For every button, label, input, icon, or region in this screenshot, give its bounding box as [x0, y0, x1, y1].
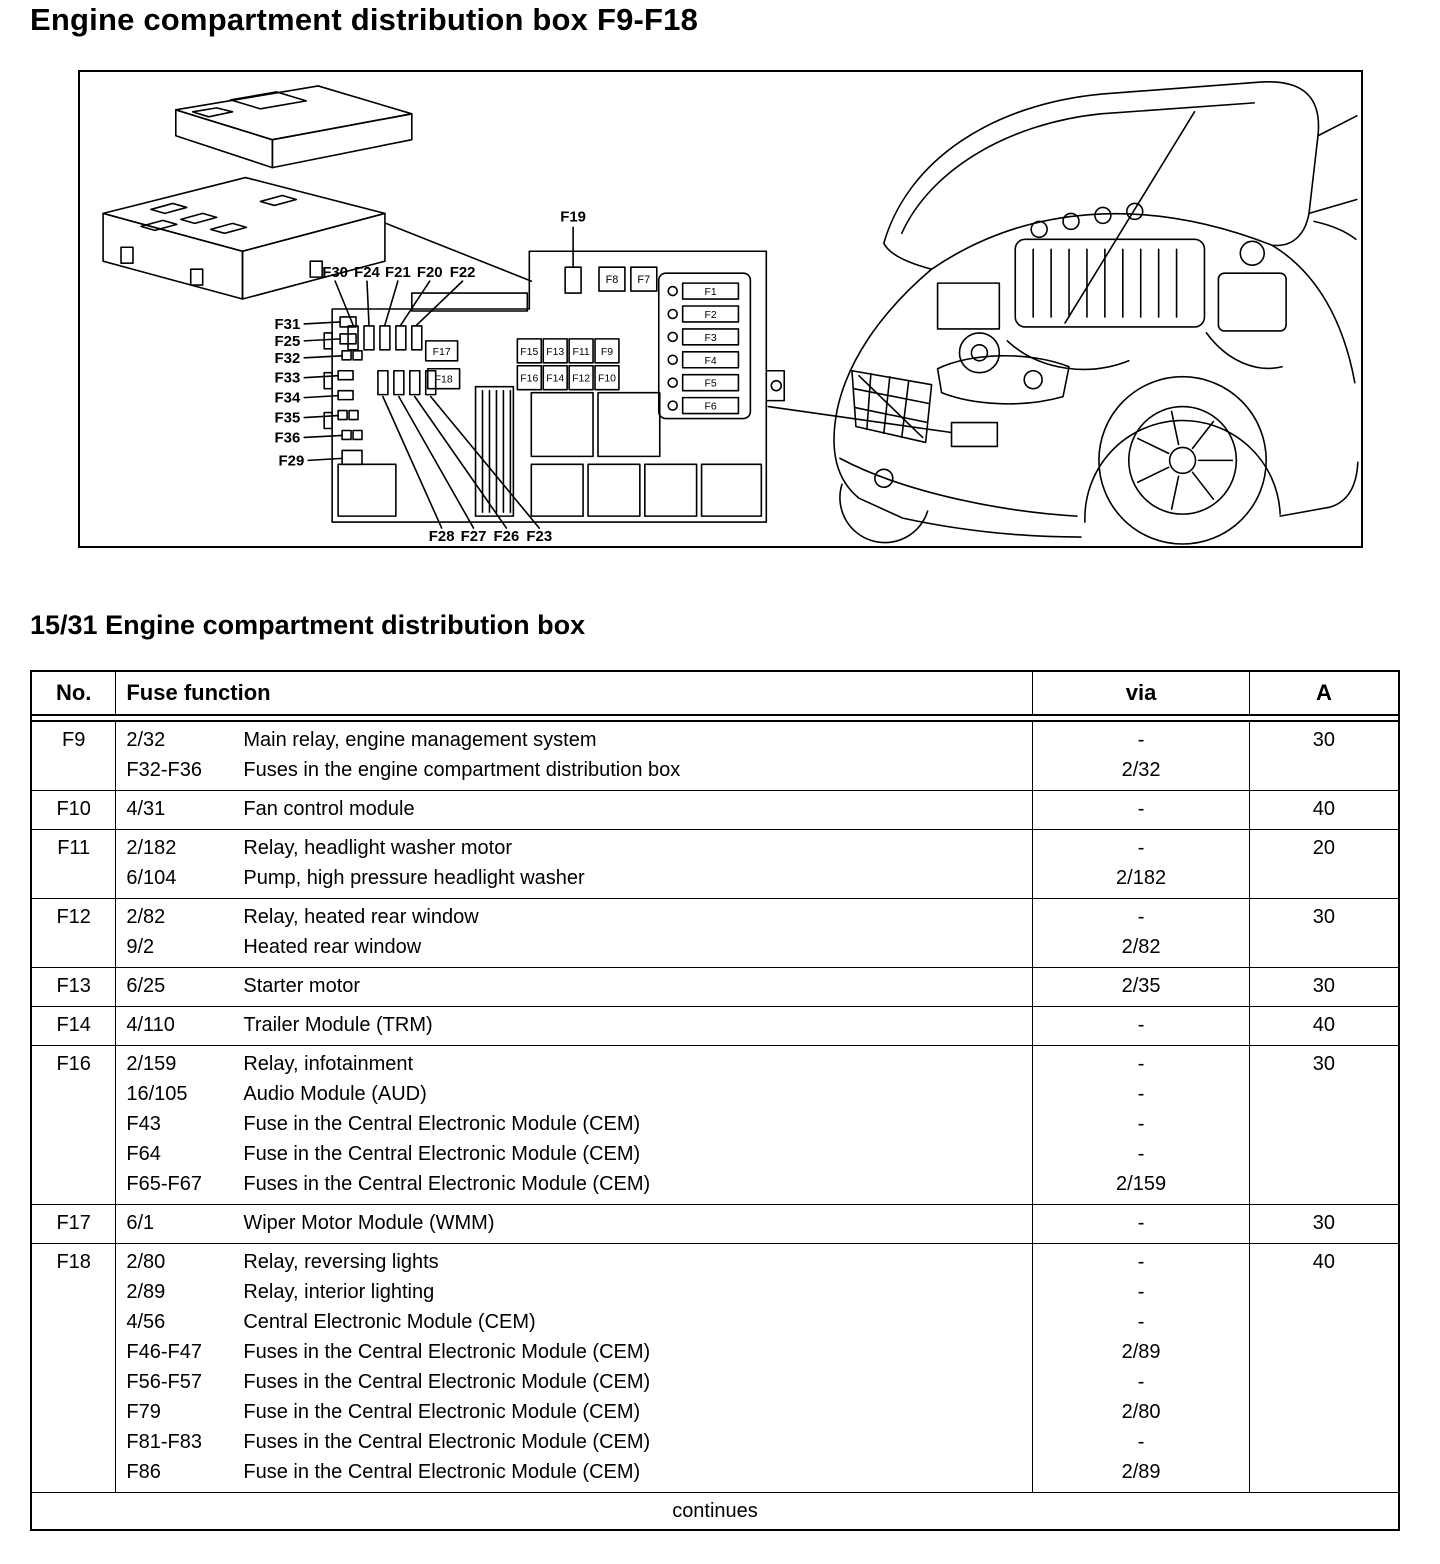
fuse-function-line	[126, 1397, 1032, 1427]
component-code: 6/104	[126, 867, 177, 889]
callout-f24: F24	[354, 264, 380, 282]
component-description: Starter motor	[243, 975, 361, 997]
component-code: 2/80	[126, 1251, 166, 1273]
fuse-function-line	[126, 1139, 1032, 1169]
component-code: 9/2	[126, 936, 155, 958]
component-description: Fuse in the Central Electronic Module (CEM)	[243, 1401, 641, 1423]
via-value: -	[1137, 1281, 1145, 1303]
fuse-function-cell	[116, 899, 1033, 968]
fuse-function-cell	[116, 1205, 1033, 1244]
component-description: Fuses in the Central Electronic Module (CEM)	[243, 1371, 651, 1393]
header-function: Fuse function	[116, 671, 1033, 715]
callout-f20: F20	[416, 264, 443, 282]
fuse-table	[30, 670, 1400, 1531]
fuse-function-line	[126, 971, 1032, 1001]
component-description: Relay, reversing lights	[243, 1251, 439, 1273]
component-description: Central Electronic Module (CEM)	[243, 1311, 536, 1333]
via-cell	[1033, 899, 1250, 968]
component-code: 2/82	[126, 906, 166, 928]
via-value: -	[1137, 798, 1145, 820]
component-code: 4/110	[126, 1014, 175, 1036]
callout-f34: F34	[274, 389, 301, 407]
fuse-row	[31, 1205, 1399, 1244]
component-description: Fuse in the Central Electronic Module (CEM)	[243, 1461, 641, 1483]
fuse-function-line	[126, 863, 1032, 893]
fuse-label-f4: F4	[704, 355, 717, 367]
fuse-function-line	[126, 932, 1032, 962]
component-code: 16/105	[126, 1083, 188, 1105]
callout-f33: F33	[274, 369, 301, 387]
via-cell	[1033, 1007, 1250, 1046]
via-value: -	[1137, 1014, 1145, 1036]
component-code: F64	[126, 1143, 161, 1165]
component-description: Relay, heated rear window	[243, 906, 479, 928]
via-value: -	[1137, 1212, 1145, 1234]
fuse-label-f18: F18	[434, 374, 453, 386]
fuse-label-f6: F6	[704, 401, 717, 413]
component-description: Trailer Module (TRM)	[243, 1014, 433, 1036]
component-code: 4/31	[126, 798, 166, 820]
fuse-row	[31, 1046, 1399, 1205]
via-cell	[1033, 830, 1250, 899]
fuse-function-line	[126, 1169, 1032, 1199]
fuse-label-f15: F15	[520, 346, 539, 358]
component-description: Fan control module	[243, 798, 415, 820]
via-value: -	[1137, 1113, 1145, 1135]
component-code: 2/159	[126, 1053, 177, 1075]
via-value: -	[1137, 1083, 1145, 1105]
fuse-number-cell: F16	[31, 1046, 116, 1205]
continues-label: continues	[31, 1493, 1399, 1531]
fuse-function-line	[126, 755, 1032, 785]
hatched-connector	[476, 387, 514, 516]
fusebox-diagram-svg	[80, 72, 1361, 546]
callout-f26: F26	[493, 528, 520, 546]
component-description: Relay, headlight washer motor	[243, 837, 513, 859]
component-code: 2/32	[126, 729, 166, 751]
page-title: Engine compartment distribution box F9-F18	[30, 2, 699, 37]
callout-f30: F30	[322, 264, 348, 282]
fuse-function-line	[126, 1427, 1032, 1457]
fuse-label-f17: F17	[432, 346, 451, 358]
component-code: 4/56	[126, 1311, 166, 1333]
fuse-function-line	[126, 1010, 1032, 1040]
component-description: Fuse in the Central Electronic Module (CEM)	[243, 1113, 641, 1135]
component-description: Pump, high pressure headlight washer	[243, 867, 585, 889]
fuse-label-f8: F8	[605, 274, 619, 287]
component-code: 2/182	[126, 837, 177, 859]
fuse-number-cell: F12	[31, 899, 116, 968]
amp-cell: 30	[1249, 1205, 1399, 1244]
callout-f31: F31	[274, 315, 301, 333]
component-description: Heated rear window	[243, 936, 422, 958]
via-cell	[1033, 1205, 1250, 1244]
via-value: -	[1137, 906, 1145, 928]
fuse-label-f13: F13	[546, 346, 565, 358]
fuse-row	[31, 968, 1399, 1007]
fuse-label-f1: F1	[704, 287, 717, 299]
via-cell	[1033, 1244, 1250, 1493]
amp-cell: 30	[1249, 1046, 1399, 1205]
fuse-function-cell	[116, 721, 1033, 791]
component-description: Relay, infotainment	[243, 1053, 414, 1075]
callout-f23: F23	[526, 528, 553, 546]
via-value: -	[1137, 1143, 1145, 1165]
fuse-row	[31, 1244, 1399, 1493]
via-value: 2/89	[1121, 1461, 1161, 1483]
fuse-label-f16: F16	[520, 373, 539, 385]
fuse-function-line	[126, 1079, 1032, 1109]
fuse-row	[31, 899, 1399, 968]
table-header-row	[31, 671, 1399, 715]
fuse-function-line	[126, 1049, 1032, 1079]
fuse-function-line	[126, 1208, 1032, 1238]
via-cell	[1033, 791, 1250, 830]
fuse-function-line	[126, 1307, 1032, 1337]
component-code: F46-F47	[126, 1341, 202, 1363]
via-value: -	[1137, 1251, 1145, 1273]
fuse-function-cell	[116, 1007, 1033, 1046]
component-description: Fuses in the engine compartment distribution box	[243, 759, 681, 781]
component-code: F86	[126, 1461, 161, 1483]
via-value: 2/82	[1121, 936, 1161, 958]
via-cell	[1033, 1046, 1250, 1205]
fuse-function-cell	[116, 791, 1033, 830]
fuse-label-f7: F7	[637, 274, 651, 287]
fuse-label-f5: F5	[704, 378, 717, 390]
fuse-label-f14: F14	[546, 373, 565, 385]
via-value: 2/35	[1121, 975, 1161, 997]
amp-cell: 20	[1249, 830, 1399, 899]
fuse-label-f10: F10	[597, 373, 616, 385]
fuse-function-cell	[116, 968, 1033, 1007]
component-description: Audio Module (AUD)	[243, 1083, 427, 1105]
fuse-number-cell: F13	[31, 968, 116, 1007]
fuse-number-cell: F11	[31, 830, 116, 899]
via-value: -	[1137, 1053, 1145, 1075]
amp-cell: 40	[1249, 1244, 1399, 1493]
via-value: 2/80	[1121, 1401, 1161, 1423]
section-title: 15/31 Engine compartment distribution box	[30, 610, 586, 640]
component-description: Fuses in the Central Electronic Module (CEM)	[243, 1431, 651, 1453]
fuse-number-cell: F18	[31, 1244, 116, 1493]
fuse-function-cell	[116, 1046, 1033, 1205]
fuse-number-cell: F10	[31, 791, 116, 830]
callout-f28: F28	[428, 528, 455, 546]
via-value: 2/32	[1121, 759, 1161, 781]
header-amp: A	[1249, 671, 1399, 715]
fuse-function-line	[126, 833, 1032, 863]
amp-cell: 30	[1249, 899, 1399, 968]
component-description: Wiper Motor Module (WMM)	[243, 1212, 495, 1234]
fuse-row	[31, 1007, 1399, 1046]
callout-f21: F21	[385, 264, 411, 282]
component-description: Main relay, engine management system	[243, 729, 597, 751]
fuse-label-f11: F11	[572, 346, 590, 358]
component-code: F81-F83	[126, 1431, 202, 1453]
via-value: -	[1137, 1431, 1145, 1453]
fuse-table-body	[31, 721, 1399, 1493]
amp-cell: 40	[1249, 1007, 1399, 1046]
callout-f36: F36	[274, 429, 301, 447]
via-value: -	[1137, 837, 1145, 859]
component-code: 6/1	[126, 1212, 155, 1234]
callout-f22: F22	[449, 264, 476, 282]
fuse-function-line	[126, 725, 1032, 755]
fuse-row	[31, 830, 1399, 899]
fuse-function-cell	[116, 830, 1033, 899]
via-value: -	[1137, 1371, 1145, 1393]
fusebox-diagram	[78, 70, 1363, 548]
callout-f25: F25	[274, 332, 301, 350]
fuse-function-line	[126, 1109, 1032, 1139]
fuse-label-f12: F12	[572, 373, 591, 385]
via-cell	[1033, 721, 1250, 791]
blade-fuse-row-1	[348, 326, 422, 350]
fuse-function-line	[126, 1367, 1032, 1397]
amp-cell: 30	[1249, 721, 1399, 791]
fuse-row	[31, 721, 1399, 791]
via-value: 2/89	[1121, 1341, 1161, 1363]
component-code: 2/89	[126, 1281, 166, 1303]
fuse-number-cell: F14	[31, 1007, 116, 1046]
component-description: Fuses in the Central Electronic Module (CEM)	[243, 1341, 651, 1363]
fuse-function-line	[126, 1457, 1032, 1487]
amp-cell: 30	[1249, 968, 1399, 1007]
component-code: F79	[126, 1401, 161, 1423]
callout-f35: F35	[274, 409, 301, 427]
fuse-function-line	[126, 794, 1032, 824]
component-description: Relay, interior lighting	[243, 1281, 435, 1303]
amp-cell: 40	[1249, 791, 1399, 830]
callout-f29: F29	[278, 452, 305, 470]
callout-f19: F19	[560, 208, 586, 226]
component-code: 6/25	[126, 975, 166, 997]
header-no: No.	[31, 671, 116, 715]
component-code: F43	[126, 1113, 161, 1135]
fuse-function-line	[126, 1247, 1032, 1277]
header-via: via	[1033, 671, 1250, 715]
fuse-function-line	[126, 1277, 1032, 1307]
component-description: Fuse in the Central Electronic Module (CEM)	[243, 1143, 641, 1165]
fuse-label-f3: F3	[704, 332, 717, 344]
fuse-label-f2: F2	[704, 309, 717, 321]
car-drawing	[834, 82, 1358, 544]
fuse-number-cell: F9	[31, 721, 116, 791]
component-code: F56-F57	[126, 1371, 202, 1393]
fuse-number-cell: F17	[31, 1205, 116, 1244]
via-value: 2/159	[1116, 1173, 1167, 1195]
fuse-row	[31, 791, 1399, 830]
callout-f27: F27	[460, 528, 487, 546]
via-value: 2/182	[1116, 867, 1167, 889]
component-code: F32-F36	[126, 759, 202, 781]
fuse-function-line	[126, 902, 1032, 932]
via-value: -	[1137, 729, 1145, 751]
relay-rows	[668, 283, 738, 413]
fuse-function-cell	[116, 1244, 1033, 1493]
fuse-label-f9: F9	[600, 346, 614, 358]
callout-f32: F32	[274, 349, 301, 367]
fuse-function-line	[126, 1337, 1032, 1367]
via-cell	[1033, 968, 1250, 1007]
table-footer-row	[31, 1493, 1399, 1531]
component-description: Fuses in the Central Electronic Module (CEM)	[243, 1173, 651, 1195]
via-value: -	[1137, 1311, 1145, 1333]
component-code: F65-F67	[126, 1173, 202, 1195]
